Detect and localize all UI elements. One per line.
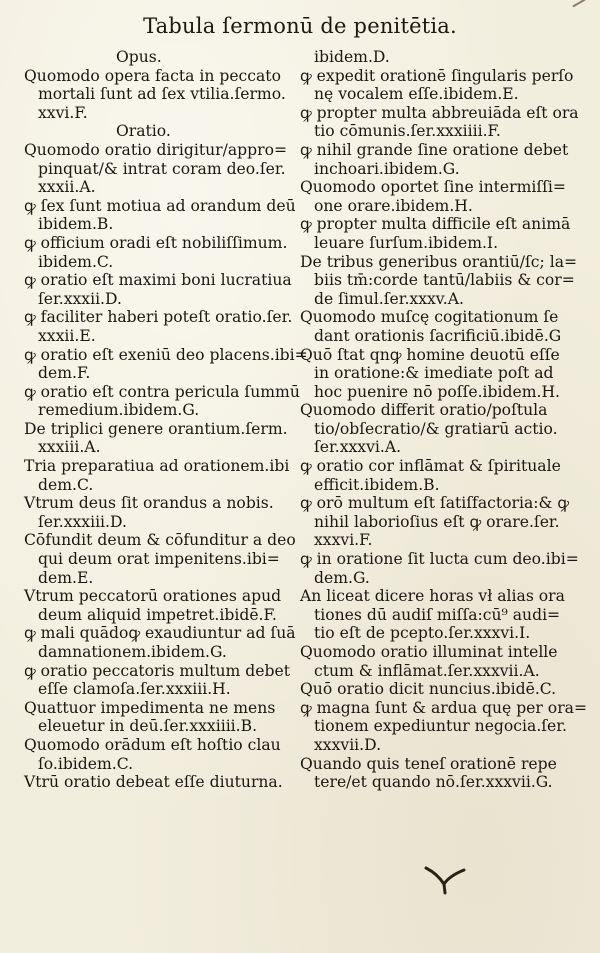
- entry-line: ꝙ oratio eſt maximi boni lucratiua: [24, 271, 292, 290]
- entry-line: ꝙ oratio eſt contra pericula ſummū: [24, 382, 300, 401]
- entry-line: xxxvi.F.: [314, 531, 373, 550]
- entry-line: deum aliquid impetret.ibidē.F.: [38, 605, 277, 624]
- entry-line: xxxvii.D.: [314, 735, 382, 754]
- entry-line: ꝙ magna ſunt & ardua quę per ora=: [300, 698, 588, 717]
- entry-line: tio/obſecratio/& gratiarū actio.: [314, 419, 558, 438]
- entry-line: inchoari.ibidem.G.: [314, 159, 460, 178]
- entry-line: Vtrū oratio debeat eſſe diuturna.: [24, 773, 283, 792]
- entry-line: Vtrum peccatorū orationes apud: [24, 587, 282, 606]
- entry-line: tiones dū audiſ miſſa:cū⁹ audi=: [314, 605, 561, 624]
- page-title: Tabula ſermonū de penitētia.: [143, 14, 457, 38]
- entry-line: nihil laborioſius eſt ꝙ orare.ſer.: [314, 512, 560, 531]
- entry-line: ibidem.C.: [38, 252, 114, 271]
- entry-line: ꝙ oratio eſt exeniū deo placens.ibi=: [24, 345, 308, 364]
- entry-line: xxxii.E.: [38, 326, 96, 345]
- entry-line: mortali ſunt ad ſex vtilia.ſermo.: [38, 85, 286, 104]
- entry-line: Quomodo muſcę cogitationum ſe: [300, 308, 559, 327]
- entry-line: eſſe clamoſa.ſer.xxxiii.H.: [38, 680, 231, 699]
- entry-line: tionem expediuntur negocia.ſer.: [314, 717, 567, 736]
- entry-line: De tribus generibus orantiū/ſc; la=: [300, 252, 578, 271]
- entry-line: Cōfundit deum & cōfunditur a deo: [24, 531, 296, 550]
- entry-line: dant orationis ſacrificiū.ibidē.G: [314, 326, 562, 345]
- section-heading: Opus.: [116, 48, 162, 66]
- entry-line: ꝙ propter multa difficile eſt animā: [300, 215, 571, 234]
- entry-line: nę vocalem eſſe.ibidem.E.: [314, 85, 519, 104]
- entry-line: biis tm̄:corde tantū/labiis & cor=: [314, 271, 575, 290]
- entry-line: An liceat dicere horas vł alias ora: [300, 587, 565, 606]
- entry-line: tere/et quando nō.ſer.xxxvii.G.: [314, 773, 553, 792]
- entry-line: tio cōmunis.ſer.xxxiiii.F.: [314, 122, 501, 141]
- entry-line: ibidem.D.: [314, 48, 390, 66]
- entry-line: ibidem.B.: [38, 215, 114, 234]
- entry-line: ſer.xxxiii.D.: [38, 512, 127, 531]
- left-column: [24, 48, 308, 792]
- entry-line: ſo.ibidem.C.: [38, 754, 134, 773]
- entry-line: damnationem.ibidem.G.: [38, 643, 227, 661]
- entry-line: remedium.ibidem.G.: [38, 401, 200, 420]
- entry-line: Tria preparatiua ad orationem.ibi: [24, 457, 290, 476]
- entry-line: Quando quis teneſ orationē repe: [300, 754, 557, 773]
- entry-line: xxvi.F.: [38, 103, 88, 122]
- entry-line: leuare ſurſum.ibidem.I.: [314, 233, 499, 252]
- flourish-ornament: [424, 862, 468, 896]
- margin-mark: [572, 0, 585, 7]
- entry-line: hoc puenire nō poſſe.ibidem.H.: [314, 382, 560, 401]
- entry-line: ꝙ faciliter haberi poteſt oratio.ſer.: [24, 308, 293, 327]
- entry-line: Quomodo oportet ſine intermiſſi=: [300, 178, 566, 197]
- entry-line: ctum & inflāmat.ſer.xxxvii.A.: [314, 661, 540, 680]
- section-heading: Oratio.: [116, 122, 171, 141]
- entry-line: Quomodo differit oratio/poſtula: [300, 401, 548, 420]
- entry-line: ꝙ propter multa abbreuiāda eſt ora: [300, 103, 579, 122]
- entry-line: ꝙ in oratione ſit lucta cum deo.ibi=: [300, 550, 579, 569]
- entry-line: xxxii.A.: [38, 178, 96, 197]
- entry-line: Quomodo opera facta in peccato: [24, 66, 281, 85]
- entry-line: ꝙ mali quādoꝙ exaudiuntur ad ſuā: [24, 624, 296, 643]
- entry-line: Quō ſtat qnꝙ homine deuotū eſſe: [300, 345, 560, 364]
- entry-line: Quomodo oratio dirigitur/appro=: [24, 140, 288, 159]
- entry-line: in oratione:& imediate poſt ad: [314, 364, 554, 383]
- entry-line: ꝙ orō multum eſt ſatiſfactoria:& ꝙ: [300, 494, 570, 513]
- entry-line: Quomodo oratio illuminat intelle: [300, 643, 558, 661]
- entry-line: ſer.xxxvi.A.: [314, 438, 402, 457]
- entry-line: ſer.xxxii.D.: [38, 289, 122, 308]
- entry-line: ꝙ nihil grande ſine oratione debet: [300, 140, 569, 159]
- entry-line: Quattuor impedimenta ne mens: [24, 698, 276, 717]
- entry-line: ꝙ oratio cor inflāmat & ſpirituale: [300, 457, 561, 476]
- entry-line: De triplici genere orantium.ſerm.: [24, 419, 288, 438]
- entry-line: Quō oratio dicit nuncius.ibidē.C.: [300, 680, 557, 699]
- entry-line: dem.C.: [38, 475, 94, 494]
- entry-line: tio eſt de pcepto.ſer.xxxvi.I.: [314, 624, 531, 643]
- entry-line: ꝙ ſex ſunt motiua ad orandum deū: [24, 196, 296, 215]
- entry-line: ꝙ officium oradi eſt nobiliſſimum.: [24, 233, 288, 252]
- right-column: [300, 48, 590, 792]
- entry-line: Quomodo orādum eſt hoſtio clau: [24, 735, 281, 754]
- entry-line: Vtrum deus ſit orandus a nobis.: [24, 494, 274, 513]
- entry-line: one orare.ibidem.H.: [314, 196, 473, 215]
- entry-line: dem.F.: [38, 364, 91, 383]
- entry-line: xxxiii.A.: [38, 438, 101, 457]
- entry-line: de ſimul.ſer.xxxv.A.: [314, 289, 464, 308]
- entry-line: efficit.ibidem.B.: [314, 475, 440, 494]
- entry-line: eleuetur in deū.ſer.xxxiiii.B.: [38, 717, 258, 736]
- entry-line: ꝙ expedit orationē ſingularis perſo: [300, 66, 574, 85]
- entry-line: qui deum orat impenitens.ibi=: [38, 550, 280, 569]
- entry-line: pinquat/& intrat coram deo.ſer.: [38, 159, 286, 178]
- entry-line: ꝙ oratio peccatoris multum debet: [24, 661, 290, 680]
- entry-line: dem.E.: [38, 568, 94, 587]
- entry-line: dem.G.: [314, 568, 370, 587]
